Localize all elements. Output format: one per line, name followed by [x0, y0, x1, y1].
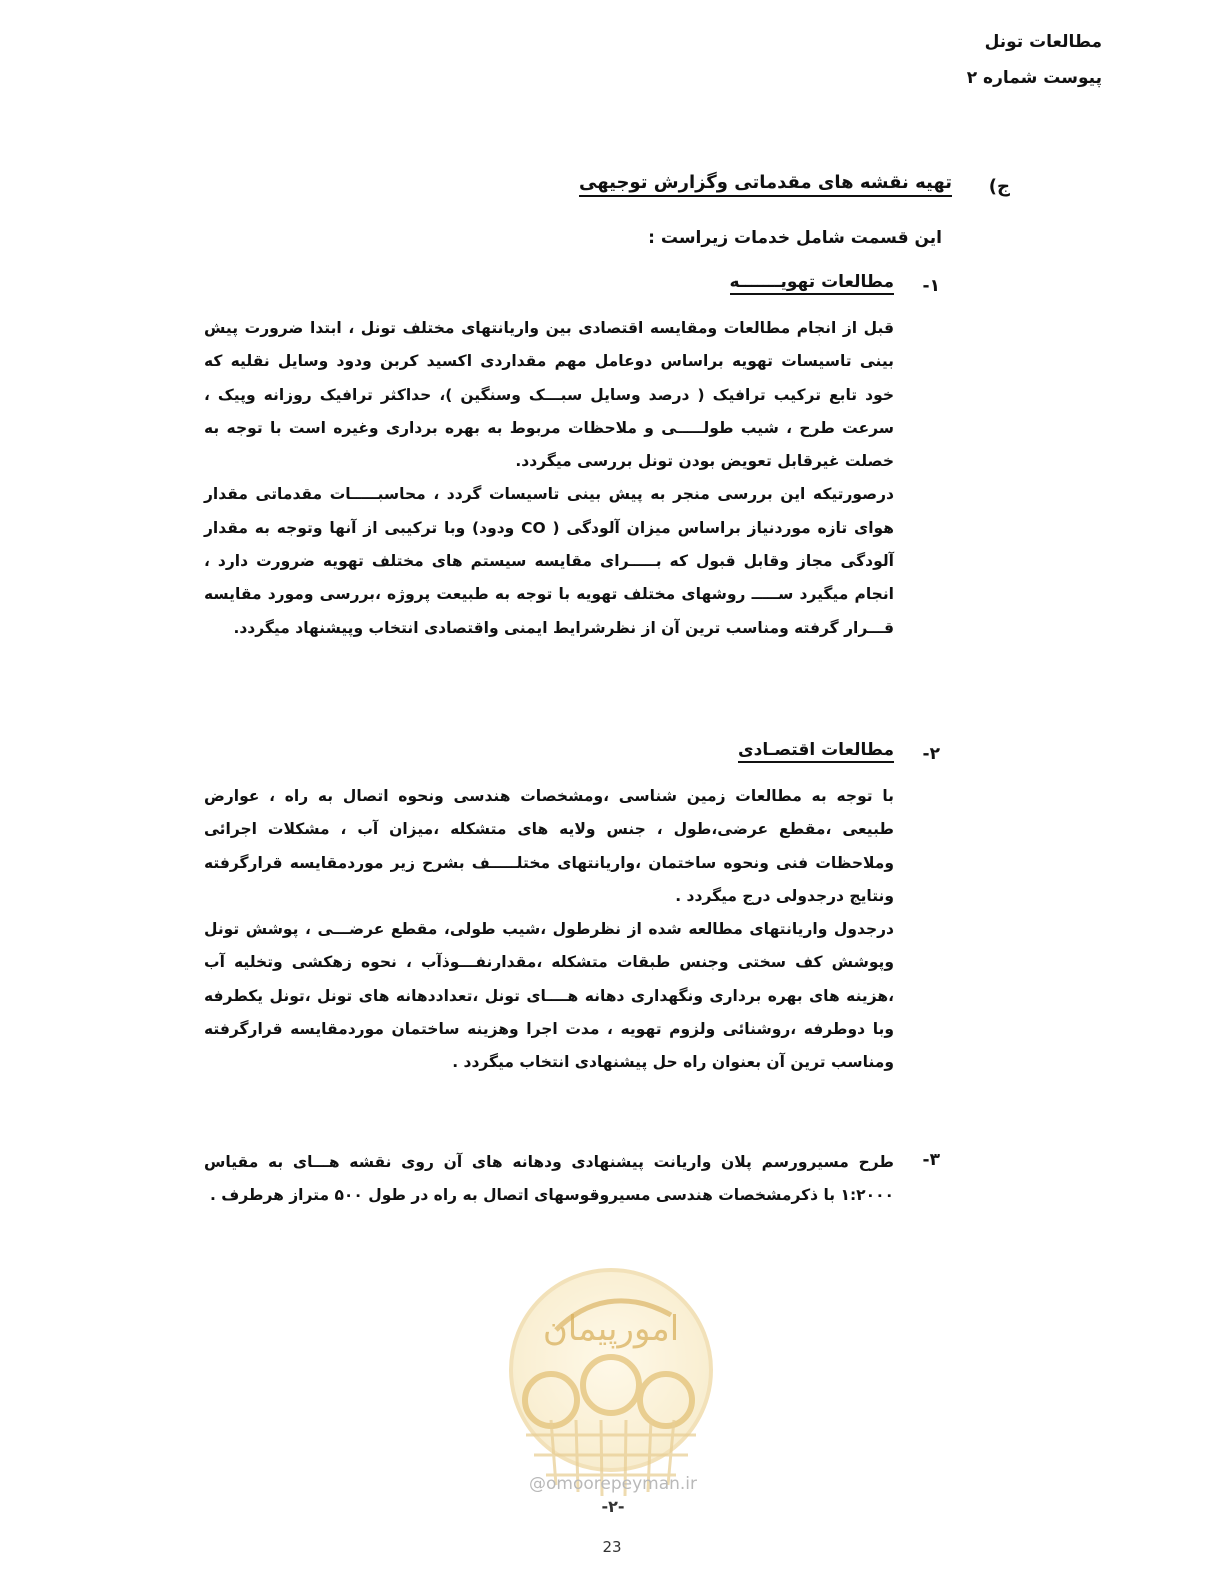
item-3-body — [204, 1146, 894, 1213]
intro-text: این قسمت شامل خدمات زیراست : — [648, 228, 942, 248]
item-title-economic: مطالعات اقتصـادی — [738, 740, 894, 763]
item-number-2: ۲- — [922, 744, 940, 764]
item-2-body — [204, 780, 894, 1080]
paragraph: درجدول واریانتهای مطالعه شده از نظرطول ،شیب طولی، مقطع عرضـــی ، پوشش تونل وپوشش کف سختی وجنس طبقات متشکله ،مقدارنفـــوذآب ، نحوه زهکشی وتخلیه آب ،هزینه های بهره برداری ونگهداری دهانه هــــای تونل ،تعداددهانه های تونل ،تونل یکطرفه وبا دوطرفه ،روشنائی ولزوم تهویه ، مدت اجرا وهزینه ساختمان موردمقایسه قرارگرفته ومناسب ترین آن بعنوان راه حل پیشنهادی انتخاب میگردد . — [204, 920, 894, 1072]
paragraph: قبل از انجام مطالعات ومقایسه اقتصادی بین واریانتهای مختلف تونل ، ابتدا ضرورت پیش بینی تاسیسات تهویه براساس دوعامل مهم مقداردی اکسید کربن ودود وسایل نقلیه که خود تابع ترکیب ترافیک ( درصد وسایل سبـــک وسنگین )، حداکثر ترافیک روزانه وپیک ، سرعت طرح ، شیب طولـــــی و ملاحظات مربوط به بهره برداری وغیره است با توجه به خصلت غیرقابل تعویض بودن تونل بررسی میگردد. — [204, 319, 894, 471]
header-appendix-number: پیوست شماره ۲ — [966, 68, 1102, 88]
item-title-ventilation: مطالعات تهویـــــــه — [730, 272, 894, 295]
item-number-3: ۳- — [922, 1150, 940, 1170]
item-number-1: ۱- — [922, 276, 940, 296]
paragraph: با توجه به مطالعات زمین شناسی ،ومشخصات هندسی ونحوه اتصال به راه ، عوارض طبیعی ،مقطع عرضی،طول ، جنس ولایه های متشکله ،میزان آب ، مشکلات اجرائی وملاحظات فنی ونحوه ساختمان ،واریانتهای مختلـــــف بشرح زیر موردمقایسه قرارگرفته ونتایج درجدولی درج میگردد . — [204, 787, 894, 905]
watermark-page-mark: -۲- — [601, 1497, 625, 1516]
page-number: 23 — [602, 1538, 622, 1556]
section-title: تهیه نقشه های مقدماتی وگزارش توجیهی — [579, 172, 952, 197]
paragraph: طرح مسیرورسم پلان واریانت پیشنهادی ودهانه های آن روی نقشه هـــای به مقیاس ۱:۲۰۰۰ با ذکرمشخصات هندسی مسیروقوسهای اتصال به راه در طول ۵۰۰ متراز هرطرف . — [204, 1153, 894, 1205]
item-1-body — [204, 312, 894, 645]
watermark-site: @omoorepeyman.ir — [528, 1474, 698, 1494]
header-study-title: مطالعات تونل — [984, 32, 1102, 52]
paragraph: درصورتیکه این بررسی منجر به پیش بینی تاسیسات گردد ، محاسبـــــات مقدماتی مقدار هوای تازه موردنیاز براساس میزان آلودگی ( CO ودود) وبا ترکیبی از آنها وتوجه به مقدار آلودگی مجاز وقابل قبول که بـــــرای مقایسه سیستم های مختلف تهویه ضرورت دارد ، انجام میگیرد ســـــ روشهای مختلف تهویه با توجه به طبیعت پروژه ،بررسی ومورد مقایسه قـــرار گرفته ومناسب ترین آن از نظرشرایط ایمنی واقتصادی انتخاب وپیشنهاد میگردد. — [204, 485, 894, 637]
section-letter: ج) — [988, 176, 1010, 197]
watermark-logo-text: امورپیمان — [542, 1309, 680, 1349]
